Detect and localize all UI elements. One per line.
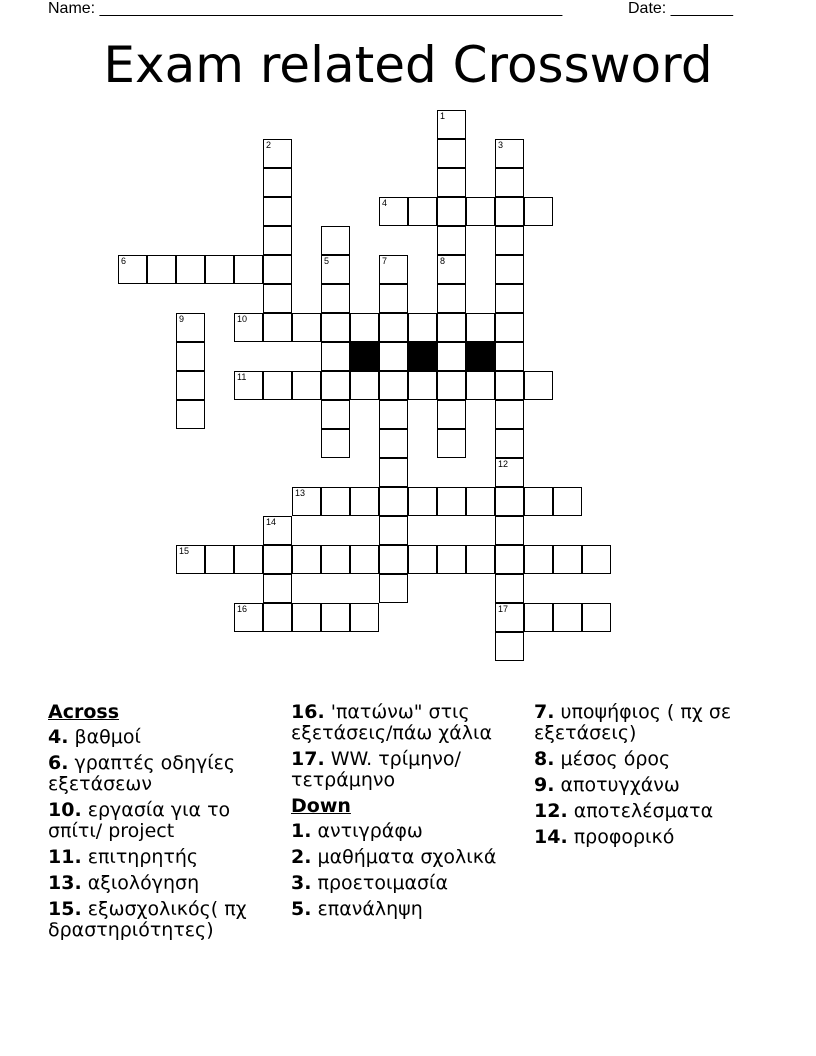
grid-cell[interactable]	[379, 458, 408, 487]
grid-cell[interactable]	[292, 313, 321, 342]
black-square	[408, 342, 437, 371]
grid-cell[interactable]	[379, 284, 408, 313]
grid-cell[interactable]	[263, 168, 292, 197]
grid-cell[interactable]	[379, 574, 408, 603]
grid-cell[interactable]	[147, 255, 176, 284]
grid-cell[interactable]	[553, 487, 582, 516]
clue-across-11: 11. επιτηρητής	[48, 846, 199, 868]
grid-cell[interactable]	[437, 342, 466, 371]
grid-cell[interactable]	[495, 371, 524, 400]
page-title: Exam related Crossword	[103, 36, 713, 94]
clue-across-15: 15. εξωσχολικός( πχ δραστηριότητες)	[48, 898, 247, 941]
grid-cell[interactable]	[437, 226, 466, 255]
clue-across-16: 16. 'πατώνω" στις εξετάσεις/πάω χάλια	[291, 701, 493, 744]
grid-cell[interactable]	[524, 603, 553, 632]
grid-cell[interactable]	[437, 197, 466, 226]
clue-number: 12	[498, 459, 509, 469]
grid-cell[interactable]	[437, 429, 466, 458]
grid-cell[interactable]	[176, 342, 205, 371]
name-field-label: Name: ____________________________________________________	[48, 0, 563, 17]
grid-cell[interactable]	[234, 371, 263, 400]
grid-cell[interactable]	[321, 226, 350, 255]
clue-down-3: 3. προετοιμασία	[291, 872, 448, 894]
clue-number: 8	[440, 256, 446, 266]
grid-cell[interactable]	[379, 487, 408, 516]
across-heading: Across	[48, 701, 120, 723]
grid-cell[interactable]	[495, 139, 524, 168]
clue-number: 14	[266, 517, 277, 527]
clue-down-8: 8. μέσος όρος	[534, 748, 671, 770]
grid-cell[interactable]	[466, 371, 495, 400]
grid-cell[interactable]	[379, 313, 408, 342]
grid-cell[interactable]	[408, 487, 437, 516]
grid-cell[interactable]	[466, 545, 495, 574]
grid-cell[interactable]	[292, 545, 321, 574]
grid-cell[interactable]	[495, 603, 524, 632]
clue-number: 16	[237, 604, 248, 614]
grid-cell[interactable]	[408, 545, 437, 574]
down-heading: Down	[291, 795, 351, 817]
grid-cell[interactable]	[379, 429, 408, 458]
grid-cell[interactable]	[495, 516, 524, 545]
clue-across-4: 4. βαθμοί	[48, 726, 141, 748]
grid-cell[interactable]	[437, 545, 466, 574]
grid-cell[interactable]	[176, 400, 205, 429]
grid-cell[interactable]	[495, 313, 524, 342]
grid-cell[interactable]	[582, 545, 611, 574]
grid-cell[interactable]	[495, 400, 524, 429]
grid-cell[interactable]	[263, 139, 292, 168]
clue-number: 7	[382, 256, 388, 266]
grid-cell[interactable]	[321, 342, 350, 371]
date-field-label: Date: _______	[628, 0, 733, 17]
grid-cell[interactable]	[263, 603, 292, 632]
grid-cell[interactable]	[292, 487, 321, 516]
grid-cell[interactable]	[495, 487, 524, 516]
grid-cell[interactable]	[321, 284, 350, 313]
grid-cell[interactable]	[408, 197, 437, 226]
grid-cell[interactable]	[495, 197, 524, 226]
grid-cell[interactable]	[321, 603, 350, 632]
grid-cell[interactable]	[437, 110, 466, 139]
grid-cell[interactable]	[437, 139, 466, 168]
grid-cell[interactable]	[466, 197, 495, 226]
grid-cell[interactable]	[408, 313, 437, 342]
clue-number: 6	[121, 256, 127, 266]
grid-cell[interactable]	[263, 371, 292, 400]
grid-cell[interactable]	[524, 487, 553, 516]
clue-number: 10	[237, 314, 248, 324]
clue-down-7: 7. υποψήφιος ( πχ σε εξετάσεις)	[534, 701, 732, 744]
grid-cell[interactable]	[437, 168, 466, 197]
grid-cell[interactable]	[350, 371, 379, 400]
clue-down-14: 14. προφορικό	[534, 826, 675, 848]
grid-cell[interactable]	[524, 197, 553, 226]
clues-column-1	[48, 702, 280, 946]
grid-cell[interactable]	[263, 574, 292, 603]
grid-cell[interactable]	[408, 371, 437, 400]
black-square	[466, 342, 495, 371]
clue-down-1: 1. αντιγράφω	[291, 820, 423, 842]
clue-number: 2	[266, 140, 272, 150]
grid-cell[interactable]	[495, 429, 524, 458]
grid-cell[interactable]	[176, 313, 205, 342]
grid-cell[interactable]	[466, 313, 495, 342]
clue-number: 15	[179, 546, 190, 556]
grid-cell[interactable]	[321, 371, 350, 400]
grid-cell[interactable]	[321, 400, 350, 429]
grid-cell[interactable]	[379, 197, 408, 226]
grid-cell[interactable]	[234, 255, 263, 284]
grid-cell[interactable]	[379, 371, 408, 400]
grid-cell[interactable]	[205, 545, 234, 574]
clue-across-6: 6. γραπτές οδηγίες εξετάσεων	[48, 752, 236, 795]
clue-number: 9	[179, 314, 185, 324]
grid-cell[interactable]	[321, 313, 350, 342]
grid-cell[interactable]	[321, 255, 350, 284]
grid-cell[interactable]	[437, 255, 466, 284]
clues-column-2	[291, 702, 523, 925]
grid-cell[interactable]	[524, 545, 553, 574]
grid-cell[interactable]	[118, 255, 147, 284]
grid-cell[interactable]	[292, 371, 321, 400]
clue-number: 4	[382, 198, 388, 208]
grid-cell[interactable]	[495, 545, 524, 574]
grid-cell[interactable]	[379, 545, 408, 574]
grid-cell[interactable]	[379, 400, 408, 429]
clue-number: 5	[324, 256, 330, 266]
grid-cell[interactable]	[234, 313, 263, 342]
grid-cell[interactable]	[176, 255, 205, 284]
grid-cell[interactable]	[321, 429, 350, 458]
grid-cell[interactable]	[379, 516, 408, 545]
grid-cell[interactable]	[321, 487, 350, 516]
grid-cell[interactable]	[437, 400, 466, 429]
grid-cell[interactable]	[495, 255, 524, 284]
clue-down-2: 2. μαθήματα σχολικά	[291, 846, 497, 868]
grid-cell[interactable]	[234, 603, 263, 632]
grid-cell[interactable]	[437, 313, 466, 342]
clues-column-3	[534, 702, 766, 853]
clue-down-5: 5. επανάληψη	[291, 898, 423, 920]
black-square	[350, 342, 379, 371]
grid-cell[interactable]	[292, 603, 321, 632]
grid-cell[interactable]	[379, 255, 408, 284]
grid-cell[interactable]	[437, 371, 466, 400]
grid-cell[interactable]	[350, 313, 379, 342]
grid-cell[interactable]	[350, 545, 379, 574]
grid-cell[interactable]	[437, 487, 466, 516]
grid-cell[interactable]	[495, 342, 524, 371]
clue-number: 11	[237, 372, 247, 382]
grid-cell[interactable]	[263, 545, 292, 574]
grid-cell[interactable]	[495, 574, 524, 603]
grid-cell[interactable]	[205, 255, 234, 284]
grid-cell[interactable]	[379, 342, 408, 371]
grid-cell[interactable]	[495, 284, 524, 313]
grid-cell[interactable]	[321, 545, 350, 574]
grid-cell[interactable]	[495, 458, 524, 487]
grid-cell[interactable]	[176, 371, 205, 400]
clue-across-10: 10. εργασία για το σπίτι/ project	[48, 799, 231, 842]
grid-cell[interactable]	[495, 226, 524, 255]
grid-cell[interactable]	[263, 284, 292, 313]
grid-cell[interactable]	[553, 545, 582, 574]
grid-cell[interactable]	[263, 255, 292, 284]
grid-cell[interactable]	[495, 632, 524, 661]
grid-cell[interactable]	[350, 487, 379, 516]
grid-cell[interactable]	[263, 226, 292, 255]
grid-cell[interactable]	[263, 313, 292, 342]
clue-number: 1	[440, 111, 446, 121]
grid-cell[interactable]	[263, 197, 292, 226]
clue-number: 13	[295, 488, 306, 498]
grid-cell[interactable]	[495, 168, 524, 197]
grid-cell[interactable]	[350, 603, 379, 632]
grid-cell[interactable]	[437, 284, 466, 313]
clue-down-12: 12. αποτελέσματα	[534, 800, 714, 822]
grid-cell[interactable]	[524, 371, 553, 400]
grid-cell[interactable]	[466, 487, 495, 516]
clue-across-17: 17. WW. τρίμηνο/τετράμηνο	[291, 748, 461, 791]
clue-number: 3	[498, 140, 504, 150]
clue-number: 17	[498, 604, 509, 614]
grid-cell[interactable]	[582, 603, 611, 632]
grid-cell[interactable]	[263, 516, 292, 545]
clue-down-9: 9. αποτυγχάνω	[534, 774, 680, 796]
grid-cell[interactable]	[234, 545, 263, 574]
clue-across-13: 13. αξιολόγηση	[48, 872, 200, 894]
grid-cell[interactable]	[553, 603, 582, 632]
grid-cell[interactable]	[176, 545, 205, 574]
